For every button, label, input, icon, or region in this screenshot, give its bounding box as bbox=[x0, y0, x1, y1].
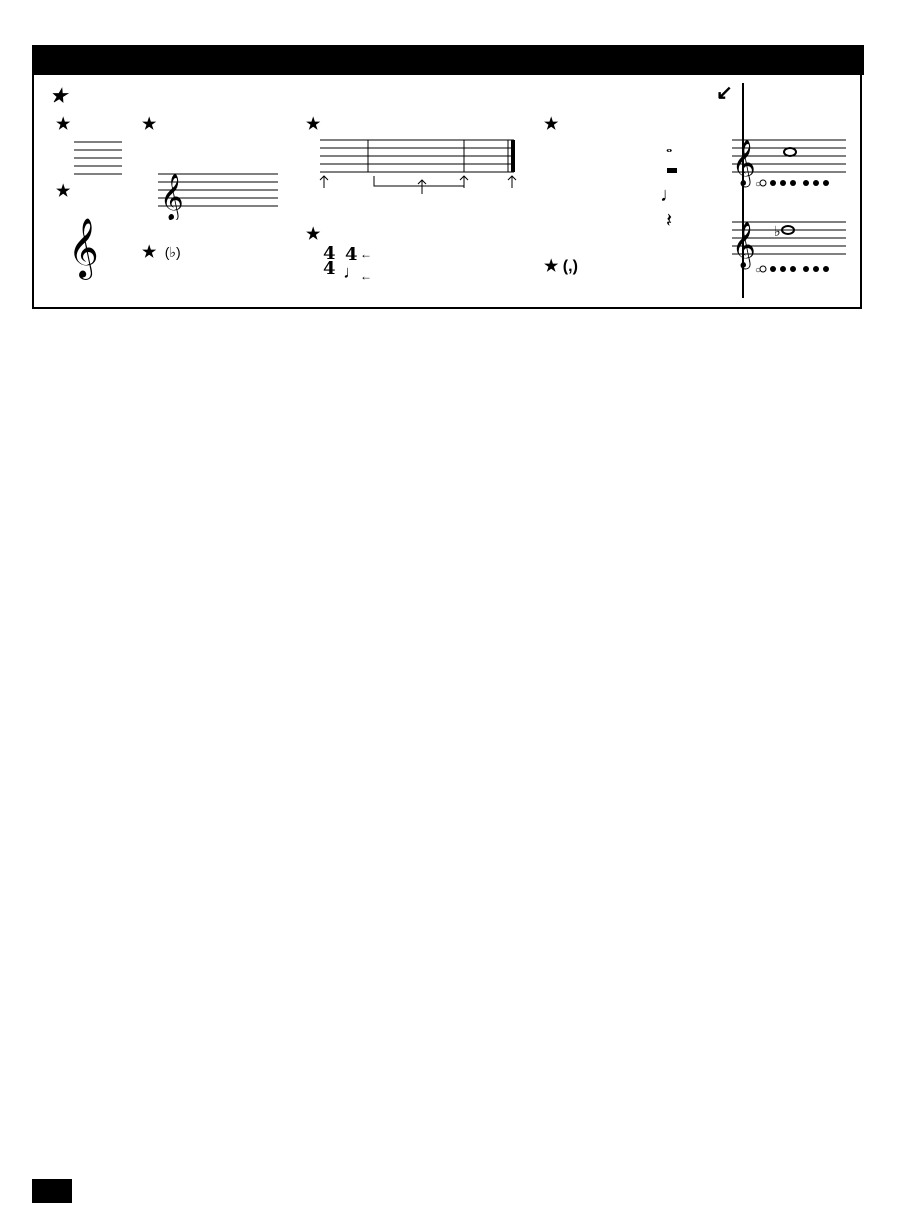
rhythm-label: ★ bbox=[544, 116, 559, 133]
breathmark-icon: (,) bbox=[562, 258, 578, 275]
breathmark-label: ★ (,) bbox=[544, 258, 578, 275]
flat-icon: (♭) bbox=[164, 244, 181, 260]
time-sig-label: ★ bbox=[306, 226, 321, 243]
star-icon: ★ bbox=[50, 86, 68, 107]
fingering-o: ○ bbox=[755, 179, 762, 190]
quarter-rest-icon: 𝄽 bbox=[666, 208, 673, 232]
new-note-arrow-icon: ↙ bbox=[716, 82, 733, 104]
time-sig-glyph: 4 4 bbox=[323, 243, 336, 279]
quarter-note-icon: ♩ bbox=[660, 184, 680, 206]
treble-clef-icon: 𝄞 bbox=[732, 223, 756, 267]
whole-note-icon: 𝅝 bbox=[666, 139, 673, 156]
time-sig-top: ← bbox=[360, 247, 372, 261]
flat-icon: ♭ bbox=[774, 223, 781, 239]
fingering-o: ○ bbox=[755, 265, 762, 276]
treble-clef-icon: 𝄞 bbox=[160, 175, 184, 219]
measures-label: ★ bbox=[306, 116, 321, 133]
quarter-note-icon: ♩ bbox=[343, 262, 361, 282]
treble-clef-icon: 𝄞 bbox=[68, 218, 99, 278]
treble-clef-icon: 𝄞 bbox=[732, 141, 756, 185]
time-sig-bottom: ← bbox=[360, 269, 376, 283]
page-number-box bbox=[32, 1179, 72, 1203]
lines-spaces-label: ★ bbox=[142, 116, 161, 133]
treble-clef-label: ★ bbox=[56, 183, 75, 200]
flat-definition: ★ (♭) bbox=[142, 244, 181, 261]
staff-label: ★ bbox=[56, 116, 71, 133]
time-sig-glyph: 4 bbox=[345, 244, 358, 265]
